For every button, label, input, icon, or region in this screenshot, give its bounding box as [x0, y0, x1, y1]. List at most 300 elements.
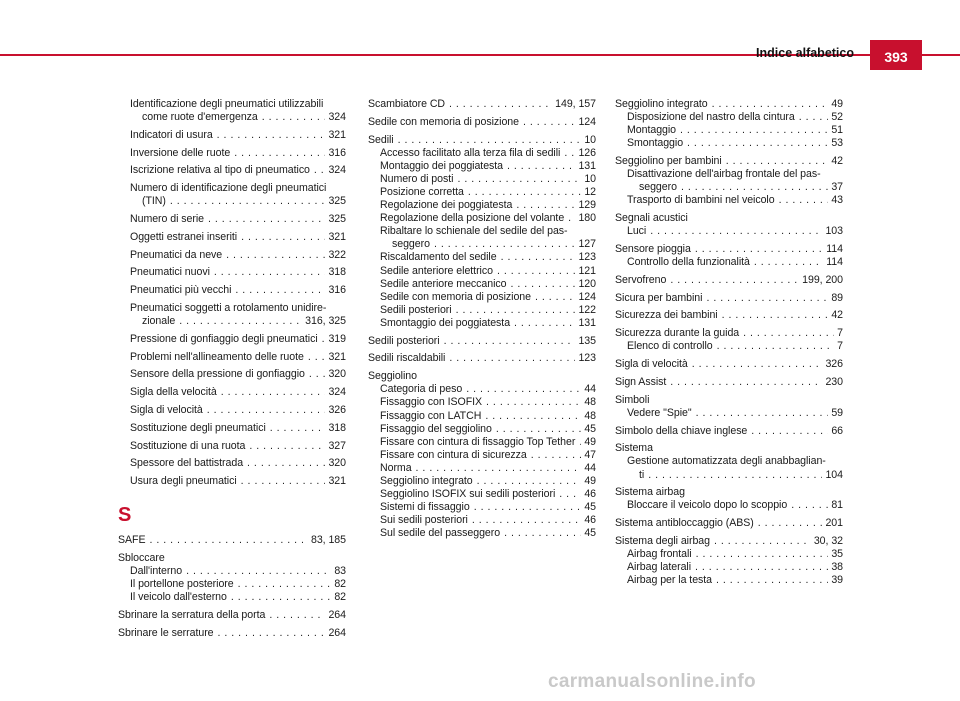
index-subterm: [615, 168, 843, 181]
section-letter-heading: S: [118, 504, 132, 527]
term-text: Disattivazione dell'airbag frontale del pas-: [627, 168, 821, 181]
term-text: Usura degli pneumatici: [130, 475, 237, 488]
dot-leader: [145, 534, 308, 547]
index-entry: [118, 129, 346, 142]
page-reference: 7: [837, 327, 843, 340]
term-text: Scambiatore CD: [368, 98, 446, 110]
index-entry: [118, 249, 346, 262]
index-entry: [118, 534, 346, 547]
dot-leader: [230, 147, 325, 160]
index-subterm: [368, 147, 596, 160]
page-reference: 42: [831, 155, 843, 168]
index-subterm: [118, 249, 346, 262]
page-reference: 321: [328, 128, 346, 141]
dot-leader: [305, 368, 326, 381]
page-reference: 81: [831, 499, 843, 512]
index-subterm: [118, 368, 346, 381]
term-text: Categoria di peso: [380, 383, 463, 396]
page-reference: 326: [825, 358, 843, 371]
term-text: Sostituzione di una ruota: [130, 439, 246, 452]
page-reference: 324: [328, 111, 346, 124]
page-reference: 39: [831, 574, 843, 587]
watermark-text: carmanualsonline.info: [548, 671, 756, 692]
index-entry: [118, 302, 346, 328]
term-text: Numero di serie: [130, 213, 205, 226]
index-entry: [615, 274, 843, 287]
dot-leader: [213, 129, 326, 142]
page-reference: 320: [328, 368, 346, 381]
index-subterm: [118, 98, 346, 111]
index-entry: [368, 335, 596, 348]
index-term: [615, 517, 843, 530]
term-text: Smontaggio: [627, 137, 684, 150]
index-entry: [615, 327, 843, 353]
index-entry: [118, 422, 346, 435]
dot-leader: [677, 181, 828, 194]
dot-leader: [503, 160, 575, 173]
page-reference: 120: [578, 277, 596, 290]
dot-leader: [722, 155, 829, 168]
page-reference: 83, 185: [311, 534, 346, 547]
page-reference: 199, 200: [802, 273, 843, 286]
index-subterm: [615, 561, 843, 574]
index-subterm: [368, 265, 596, 278]
index-entry: [118, 440, 346, 453]
page-reference: 121: [578, 264, 596, 277]
page-reference: 321: [328, 475, 346, 488]
page-reference: 124: [578, 115, 596, 128]
term-text: Airbag laterali: [627, 561, 692, 574]
dot-leader: [688, 358, 823, 371]
term-text: Seggiolino per bambini: [615, 155, 722, 168]
dot-leader: [482, 396, 581, 409]
dot-leader: [245, 440, 325, 453]
term-text: Controllo della funzionalità: [627, 256, 750, 269]
index-term: [615, 394, 843, 407]
page-reference: 66: [831, 424, 843, 437]
dot-leader: [718, 309, 829, 322]
index-column-2: [368, 98, 596, 545]
page-reference: 129: [578, 199, 596, 212]
index-term: [615, 292, 843, 305]
term-text: Pressione di gonfiaggio degli pneumatici: [130, 332, 318, 345]
page-reference: 10: [584, 133, 596, 146]
page-reference: 316: [328, 284, 346, 297]
term-text: Sostituzione degli pneumatici: [130, 421, 266, 434]
dot-leader: [710, 535, 811, 548]
page-reference: 51: [831, 124, 843, 137]
page-reference: 46: [584, 488, 596, 501]
term-text: seggero: [639, 181, 677, 194]
index-subterm: [118, 231, 346, 244]
index-subterm: [118, 475, 346, 488]
term-text: (TIN): [142, 195, 166, 208]
index-subterm: [118, 578, 346, 591]
index-subterm: [118, 147, 346, 160]
term-text: Indicatori di usura: [130, 128, 213, 141]
index-term: [615, 442, 843, 455]
index-subterm: [368, 436, 596, 449]
term-text: Sedili posteriori: [368, 334, 440, 347]
dot-leader: [527, 449, 582, 462]
index-subterm: [615, 340, 843, 353]
term-text: Iscrizione relativa al tipo di pneumatico: [130, 164, 310, 177]
dot-leader: [712, 574, 828, 587]
index-subterm: [368, 488, 596, 501]
dot-leader: [468, 514, 581, 527]
dot-leader: [666, 274, 799, 287]
index-entry: [615, 358, 843, 371]
dot-leader: [231, 284, 325, 297]
page-reference: 319: [328, 332, 346, 345]
dot-leader: [318, 333, 326, 346]
page-reference: 327: [328, 439, 346, 452]
page-reference: 45: [584, 501, 596, 514]
page-reference: 46: [584, 514, 596, 527]
index-subterm: [368, 225, 596, 238]
term-text: Seggiolino ISOFIX sui sedili posteriori: [380, 488, 556, 501]
index-term: [368, 116, 596, 129]
dot-leader: [473, 475, 582, 488]
term-text: Sul sedile del passeggero: [380, 527, 501, 540]
dot-leader: [412, 462, 582, 475]
page-reference: 49: [584, 474, 596, 487]
index-term: [368, 352, 596, 365]
index-subterm: [368, 186, 596, 199]
page-reference: 82: [334, 578, 346, 591]
dot-leader: [702, 292, 828, 305]
dot-leader: [203, 404, 326, 417]
index-term: [615, 98, 843, 111]
term-text: Simboli: [615, 393, 650, 406]
page-reference: 126: [578, 146, 596, 159]
col1-s-list: [118, 534, 346, 640]
page-reference: 131: [578, 316, 596, 329]
term-text: come ruote d'emergenza: [142, 111, 258, 124]
dot-leader: [510, 317, 575, 330]
index-entry: [615, 98, 843, 150]
index-subterm: [368, 423, 596, 436]
index-subterm: [615, 111, 843, 124]
index-term: [615, 327, 843, 340]
dot-leader: [713, 340, 835, 353]
page-reference: 325: [328, 213, 346, 226]
dot-leader: [452, 304, 576, 317]
page-reference: 83: [334, 565, 346, 578]
page-reference: 44: [584, 383, 596, 396]
page-reference: 124: [578, 290, 596, 303]
index-subterm: [368, 238, 596, 251]
dot-leader: [243, 457, 325, 470]
term-text: Sistemi di fissaggio: [380, 501, 470, 514]
dot-leader: [394, 134, 582, 147]
page-number-badge: 393: [870, 40, 922, 70]
index-subterm: [368, 396, 596, 409]
dot-leader: [210, 266, 326, 279]
dot-leader: [217, 386, 326, 399]
index-subterm: [118, 333, 346, 346]
page-reference: 322: [328, 248, 346, 261]
term-text: Gestione automatizzata degli anabbaglian-: [627, 455, 826, 468]
page-reference: 104: [825, 468, 843, 481]
term-text: Fissaggio con LATCH: [380, 409, 482, 422]
index-entry: [118, 98, 346, 124]
term-text: Sistema airbag: [615, 486, 685, 499]
index-subterm: [368, 501, 596, 514]
index-entry: [118, 213, 346, 226]
term-text: Seggiolino integrato: [380, 474, 473, 487]
index-subterm: [615, 256, 843, 269]
term-text: Numero di posti: [380, 172, 454, 185]
index-subterm: [368, 527, 596, 540]
index-subterm: [615, 469, 843, 482]
term-text: Sedile anteriore elettrico: [380, 264, 493, 277]
page-reference: 122: [578, 303, 596, 316]
index-subterm: [118, 386, 346, 399]
index-entry: [118, 368, 346, 381]
index-entry: [615, 243, 843, 269]
index-entry: [615, 535, 843, 587]
dot-leader: [500, 527, 581, 540]
page-reference: 321: [328, 350, 346, 363]
index-subterm: [368, 291, 596, 304]
dot-leader: [492, 423, 581, 436]
dot-leader: [564, 212, 575, 225]
dot-leader: [531, 291, 576, 304]
page-reference: 42: [831, 309, 843, 322]
index-entry: [615, 394, 843, 420]
page-reference: 114: [826, 243, 843, 255]
page-reference: 45: [584, 527, 596, 540]
dot-leader: [691, 243, 823, 256]
page-reference: 318: [328, 421, 346, 434]
term-text: Elenco di controllo: [627, 340, 713, 353]
index-subterm: [118, 284, 346, 297]
term-text: seggero: [392, 238, 430, 251]
page-reference: 43: [831, 194, 843, 207]
index-entry: [368, 116, 596, 129]
term-text: Inversione delle ruote: [130, 146, 231, 159]
dot-leader: [683, 137, 828, 150]
index-subterm: [368, 514, 596, 527]
index-entry: [615, 425, 843, 438]
index-subterm: [118, 266, 346, 279]
dot-leader: [775, 194, 829, 207]
index-entry: [368, 370, 596, 540]
index-term: [615, 425, 843, 438]
index-subterm: [118, 195, 346, 208]
index-subterm: [615, 574, 843, 587]
index-subterm: [615, 548, 843, 561]
index-subterm: [118, 111, 346, 124]
dot-leader: [787, 499, 828, 512]
page-reference: 103: [825, 225, 843, 238]
index-entry: [118, 266, 346, 279]
index-term: [615, 535, 843, 548]
dot-leader: [237, 231, 325, 244]
index-term: [615, 274, 843, 287]
term-text: Trasporto di bambini nel veicolo: [627, 194, 775, 207]
term-text: Identificazione degli pneumatici utilizzabili: [130, 98, 324, 110]
col1-list: [118, 98, 346, 488]
dot-leader: [666, 376, 822, 389]
index-subterm: [368, 251, 596, 264]
index-subterm: [615, 124, 843, 137]
term-text: Segnali acustici: [615, 212, 688, 225]
page-reference: 149, 157: [555, 98, 596, 110]
index-entry: [118, 164, 346, 177]
dot-leader: [440, 335, 576, 348]
page-reference: 7: [837, 340, 843, 353]
index-entry: [615, 442, 843, 481]
term-text: Posizione corretta: [380, 185, 464, 198]
dot-leader: [747, 425, 828, 438]
index-subterm: [118, 440, 346, 453]
index-subterm: [118, 457, 346, 470]
term-text: Airbag frontali: [627, 548, 692, 561]
dot-leader: [555, 488, 581, 501]
dot-leader: [691, 561, 828, 574]
page-section-title: Indice alfabetico: [756, 46, 854, 60]
dot-leader: [692, 548, 829, 561]
dot-leader: [227, 591, 331, 604]
term-text: Fissaggio del seggiolino: [380, 422, 492, 435]
term-text: Sigla di velocità: [130, 404, 203, 416]
term-text: Pneumatici soggetti a rotolamento unidire-: [130, 302, 327, 314]
dot-leader: [445, 352, 575, 365]
page-reference: 45: [584, 422, 596, 435]
term-text: Ribaltare lo schienale del sedile del pas-: [380, 225, 568, 238]
dot-leader: [204, 213, 325, 226]
dot-leader: [258, 111, 326, 124]
term-text: Il portellone posteriore: [130, 578, 234, 591]
term-text: ti: [639, 468, 645, 481]
dot-leader: [462, 383, 581, 396]
term-text: SAFE: [118, 534, 146, 547]
index-subterm: [118, 164, 346, 177]
term-text: Montaggio dei poggiatesta: [380, 159, 504, 172]
term-text: Bloccare il veicolo dopo lo scoppio: [627, 499, 788, 512]
term-text: Sedile con memoria di posizione: [380, 290, 531, 303]
index-subterm: [118, 565, 346, 578]
index-subterm: [615, 407, 843, 420]
page-reference: 320: [328, 457, 346, 470]
term-text: Sui sedili posteriori: [380, 514, 468, 527]
index-term: [615, 155, 843, 168]
term-text: Sedili posteriori: [380, 303, 452, 316]
page-reference: 47: [584, 448, 596, 461]
term-text: Luci: [627, 225, 647, 238]
term-text: Sigla della velocità: [130, 386, 217, 399]
index-entry: [118, 609, 346, 622]
term-text: Fissaggio con ISOFIX: [380, 396, 483, 409]
term-text: Sigla di velocità: [615, 358, 688, 371]
dot-leader: [676, 124, 828, 137]
term-text: Sistema: [615, 442, 653, 455]
term-text: Norma: [380, 461, 412, 474]
dot-leader: [234, 578, 332, 591]
dot-leader: [222, 249, 325, 262]
index-entry: [118, 627, 346, 640]
dot-leader: [445, 98, 552, 111]
term-text: Vedere "Spie": [627, 406, 692, 419]
dot-leader: [519, 116, 576, 129]
index-entry: [368, 352, 596, 365]
dot-leader: [481, 410, 581, 423]
index-term: [615, 358, 843, 371]
term-text: Accesso facilitato alla terza fila di sedili: [380, 146, 561, 159]
index-entry: [615, 486, 843, 512]
term-text: Pneumatici nuovi: [130, 266, 210, 279]
page-reference: 48: [584, 396, 596, 409]
page-reference: 180: [578, 212, 596, 225]
index-subterm: [118, 351, 346, 364]
dot-leader: [497, 251, 576, 264]
page-reference: 114: [826, 256, 843, 269]
page-reference: 48: [584, 409, 596, 422]
page-reference: 35: [831, 548, 843, 561]
index-term: [368, 370, 596, 383]
index-subterm: [368, 173, 596, 186]
term-text: Sbloccare: [118, 552, 165, 564]
index-term: [368, 98, 596, 111]
term-text: Il veicolo dall'esterno: [130, 591, 227, 604]
page-reference: 37: [831, 181, 843, 194]
page-reference: 230: [825, 375, 843, 388]
page-reference: 264: [328, 609, 346, 622]
term-text: Regolazione della posizione del volante: [380, 212, 565, 225]
page-reference: 52: [831, 111, 843, 124]
index-subterm: [118, 315, 346, 328]
index-entry: [118, 333, 346, 346]
index-subterm: [368, 278, 596, 291]
dot-leader: [692, 407, 829, 420]
dot-leader: [493, 265, 576, 278]
index-column-3: [615, 98, 843, 592]
term-text: Simbolo della chiave inglese: [615, 424, 748, 437]
index-subterm: [615, 499, 843, 512]
index-subterm: [368, 410, 596, 423]
index-entry: [118, 475, 346, 488]
index-subterm: [615, 137, 843, 150]
page-reference: 44: [584, 461, 596, 474]
index-entry: [368, 134, 596, 330]
term-text: Sensore della pressione di gonfiaggio: [130, 368, 305, 381]
index-entry: [118, 457, 346, 470]
index-subterm: [615, 225, 843, 238]
dot-leader: [739, 327, 834, 340]
term-text: zionale: [142, 315, 176, 328]
term-text: Fissare con cintura di sicurezza: [380, 448, 527, 461]
index-term: [615, 376, 843, 389]
dot-leader: [453, 173, 581, 186]
dot-leader: [182, 565, 331, 578]
index-subterm: [368, 212, 596, 225]
dot-leader: [560, 147, 575, 160]
page-reference: 123: [578, 352, 596, 365]
col2-list: [368, 98, 596, 540]
index-entry: [615, 292, 843, 305]
term-text: Servofreno: [615, 273, 667, 286]
term-text: Sedile anteriore meccanico: [380, 277, 507, 290]
index-subterm: [118, 404, 346, 417]
index-entry: [118, 182, 346, 208]
dot-leader: [166, 195, 326, 208]
index-subterm: [615, 194, 843, 207]
term-text: Sensore pioggia: [615, 243, 691, 255]
term-text: Sedile con memoria di posizione: [368, 115, 519, 128]
page-reference: 321: [328, 230, 346, 243]
